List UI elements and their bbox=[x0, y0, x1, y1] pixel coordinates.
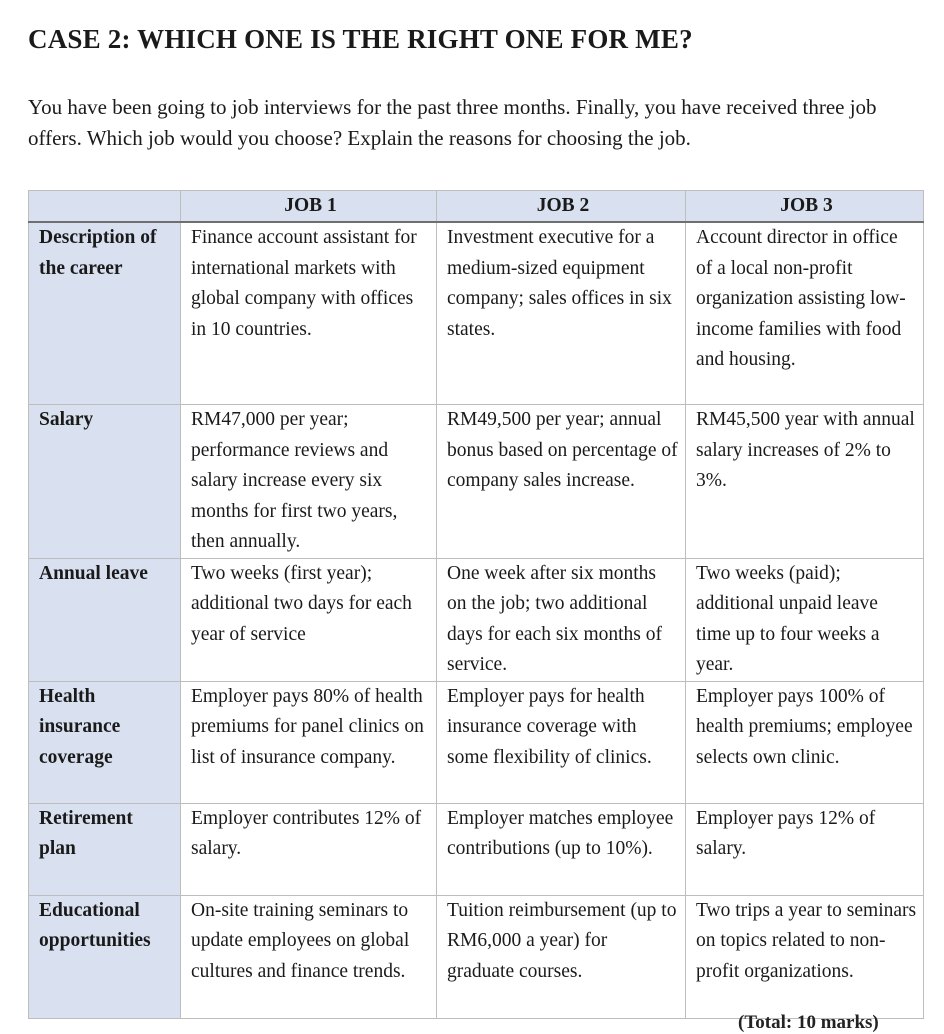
cell-job-3-health-insurance: Employer pays 100% of health premiums; employee selects own clinic. bbox=[686, 681, 924, 803]
cell-job-1-salary: RM47,000 per year; performance reviews and salary increase every six months for first two years, then annually. bbox=[181, 405, 437, 559]
header-job-3: JOB 3 bbox=[686, 191, 924, 223]
table-row bbox=[29, 803, 924, 895]
cell-job-1-retirement-plan: Employer contributes 12% of salary. bbox=[181, 803, 437, 895]
cell-job-3-annual-leave: Two weeks (paid); additional unpaid leave time up to four weeks a year. bbox=[686, 558, 924, 681]
cell-job-2-salary: RM49,500 per year; annual bonus based on percentage of company sales increase. bbox=[437, 405, 686, 559]
header-job-2: JOB 2 bbox=[437, 191, 686, 223]
page-title: CASE 2: WHICH ONE IS THE RIGHT ONE FOR ME? bbox=[28, 24, 693, 54]
row-label-retirement-plan: Retirement plan bbox=[29, 803, 181, 895]
total-marks-note: (Total: 10 marks) bbox=[738, 1012, 879, 1033]
table-header-row bbox=[29, 191, 924, 223]
row-label-health-insurance: Health insurance coverage bbox=[29, 681, 181, 803]
cell-job-3-educational: Two trips a year to seminars on topics related to non-profit organizations. bbox=[686, 895, 924, 1018]
cell-job-3-description: Account director in office of a local non-profit organization assisting low-income families with food and housing. bbox=[686, 222, 924, 405]
row-label-annual-leave: Annual leave bbox=[29, 558, 181, 681]
intro-paragraph: You have been going to job interviews for the past three months. Finally, you have received three job offers. Which job would you choose? Explain the reasons for choosing the job. bbox=[28, 95, 877, 150]
row-label-salary: Salary bbox=[29, 405, 181, 559]
table-row bbox=[29, 405, 924, 559]
job-comparison-table bbox=[28, 190, 924, 1019]
cell-job-3-retirement-plan: Employer pays 12% of salary. bbox=[686, 803, 924, 895]
cell-job-2-annual-leave: One week after six months on the job; two additional days for each six months of service. bbox=[437, 558, 686, 681]
table-row bbox=[29, 895, 924, 1018]
header-corner-cell bbox=[29, 191, 181, 223]
table-row bbox=[29, 558, 924, 681]
header-job-1: JOB 1 bbox=[181, 191, 437, 223]
cell-job-3-salary: RM45,500 year with annual salary increases of 2% to 3%. bbox=[686, 405, 924, 559]
cell-job-1-description: Finance account assistant for international markets with global company with offices in 10 countries. bbox=[181, 222, 437, 405]
cell-job-2-retirement-plan: Employer matches employee contributions (up to 10%). bbox=[437, 803, 686, 895]
table-row bbox=[29, 222, 924, 405]
cell-job-2-description: Investment executive for a medium-sized equipment company; sales offices in six states. bbox=[437, 222, 686, 405]
table-row bbox=[29, 681, 924, 803]
cell-job-1-health-insurance: Employer pays 80% of health premiums for panel clinics on list of insurance company. bbox=[181, 681, 437, 803]
row-label-educational-opportunities: Educational opportunities bbox=[29, 895, 181, 1018]
cell-job-1-annual-leave: Two weeks (first year); additional two days for each year of service bbox=[181, 558, 437, 681]
row-label-description: Description of the career bbox=[29, 222, 181, 405]
cell-job-1-educational: On-site training seminars to update employees on global cultures and finance trends. bbox=[181, 895, 437, 1018]
cell-job-2-health-insurance: Employer pays for health insurance coverage with some flexibility of clinics. bbox=[437, 681, 686, 803]
cell-job-2-educational: Tuition reimbursement (up to RM6,000 a year) for graduate courses. bbox=[437, 895, 686, 1018]
